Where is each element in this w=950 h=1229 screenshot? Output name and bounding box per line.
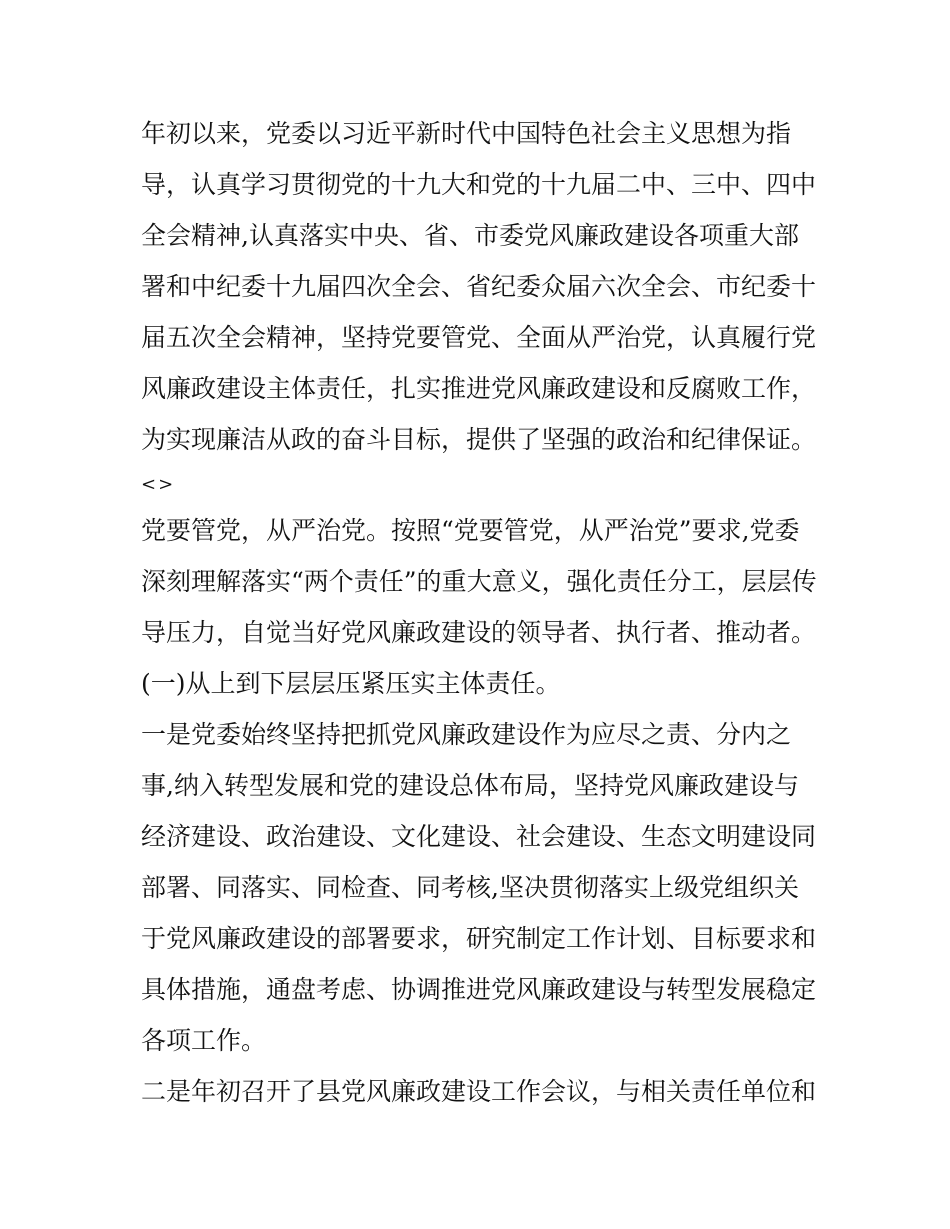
paragraph-line: 于党风廉政建设的部署要求，研究制定工作计划、目标要求和: [141, 924, 817, 953]
paragraph-line: 深刻理解落实“两个责任”的重大意义，强化责任分工，层层传: [141, 567, 817, 596]
paragraph-line: 全会精神,认真落实中央、省、市委党风廉政建设各项重大部: [141, 221, 799, 250]
document-body: [141, 108, 821, 1117]
separator-marker: <>: [141, 474, 176, 495]
paragraph-line: 事,纳入转型发展和党的建设总体布局，坚持党风廉政建设与: [141, 771, 799, 800]
paragraph-line: 具体措施，通盘考虑、协调推进党风廉政建设与转型发展稳定: [141, 975, 817, 1004]
paragraph-line: 部署、同落实、同检查、同考核,坚决贯彻落实上级党组织关: [141, 873, 799, 902]
paragraph-line: 署和中纪委十九届四次全会、省纪委众届六次全会、市纪委十: [141, 272, 817, 301]
paragraph-line: 年初以来，党委以习近平新时代中国特色社会主义思想为指: [141, 119, 792, 148]
paragraph-line: 二是年初召开了县党风廉政建设工作会议，与相关责任单位和: [141, 1077, 817, 1106]
paragraph-line: 导，认真学习贯彻党的十九大和党的十九届二中、三中、四中: [141, 170, 817, 199]
paragraph-line: 导压力，自觉当好党风廉政建设的领导者、执行者、推动者。: [141, 618, 817, 647]
paragraph-line: 党要管党，从严治党。按照“党要管党，从严治党”要求,党委: [141, 516, 800, 545]
section-heading: (一)从上到下层层压紧压实主体责任。: [141, 669, 561, 698]
paragraph-line: 一是党委始终坚持把抓党风廉政建设作为应尽之责、分内之: [141, 720, 792, 749]
paragraph-line: 经济建设、政治建设、文化建设、社会建设、生态文明建设同: [141, 822, 817, 851]
paragraph-line: 届五次全会精神，坚持党要管党、全面从严治党，认真履行党: [141, 323, 817, 352]
paragraph-line: 各项工作。: [141, 1026, 267, 1055]
paragraph-line: 为实现廉洁从政的奋斗目标，提供了坚强的政治和纪律保证。: [141, 425, 817, 454]
paragraph-line: 风廉政建设主体责任，扎实推进党风廉政建设和反腐败工作，: [141, 374, 817, 403]
